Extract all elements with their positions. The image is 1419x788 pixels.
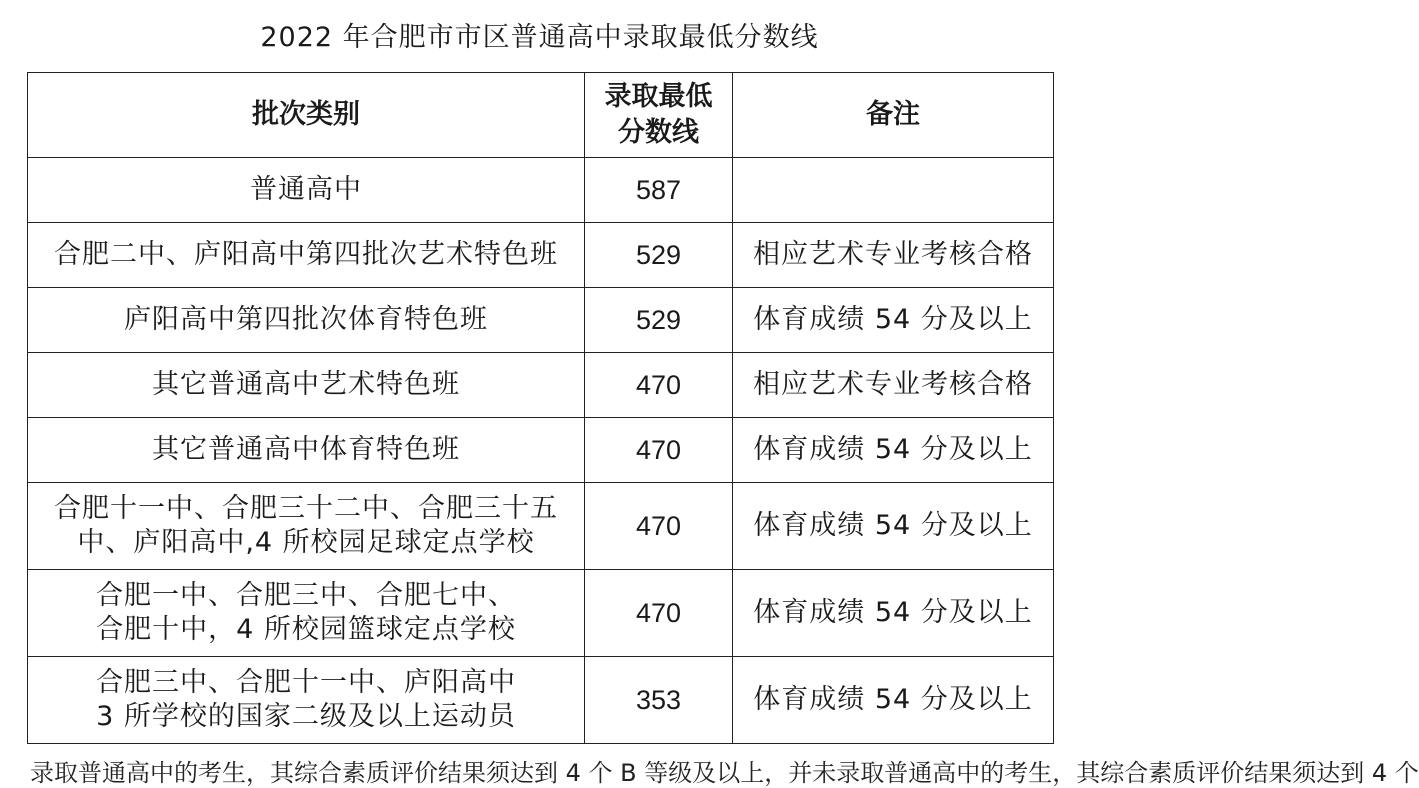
footnote-text: 录取普通高中的考生，其综合素质评价结果须达到 4 个 B 等级及以上，并未录取普通高中的考生，其综合素质评价结果须达到 4 个	[30, 759, 1419, 787]
cell-note: 相应艺术专业考核合格	[733, 353, 1054, 418]
cell-score: 470	[585, 570, 733, 657]
cell-score: 470	[585, 483, 733, 570]
cell-category: 庐阳高中第四批次体育特色班	[28, 288, 585, 353]
cell-category: 合肥三中、合肥十一中、庐阳高中 3 所学校的国家二级及以上运动员	[28, 657, 585, 744]
cell-note: 体育成绩 54 分及以上	[733, 418, 1054, 483]
cell-score: 529	[585, 288, 733, 353]
cell-note: 体育成绩 54 分及以上	[733, 657, 1054, 744]
table-row	[28, 158, 1054, 223]
page-title: 2022 年合肥市市区普通高中录取最低分数线	[260, 22, 819, 53]
table-row	[28, 483, 1054, 570]
cell-note: 体育成绩 54 分及以上	[733, 288, 1054, 353]
cell-note	[733, 158, 1054, 223]
table-row	[28, 353, 1054, 418]
cell-category: 普通高中	[28, 158, 585, 223]
cell-category: 合肥十一中、合肥三十二中、合肥三十五 中、庐阳高中,4 所校园足球定点学校	[28, 483, 585, 570]
cell-category: 其它普通高中艺术特色班	[28, 353, 585, 418]
cell-category: 合肥一中、合肥三中、合肥七中、 合肥十中，4 所校园篮球定点学校	[28, 570, 585, 657]
cell-score: 470	[585, 418, 733, 483]
table-row	[28, 657, 1054, 744]
table-row	[28, 570, 1054, 657]
cell-note: 体育成绩 54 分及以上	[733, 570, 1054, 657]
cell-note: 相应艺术专业考核合格	[733, 223, 1054, 288]
header-note: 备注	[733, 73, 1054, 158]
cell-score: 587	[585, 158, 733, 223]
table-row	[28, 418, 1054, 483]
table-header-row	[28, 73, 1054, 158]
header-score: 录取最低 分数线	[585, 73, 733, 158]
cell-score: 529	[585, 223, 733, 288]
cell-category: 其它普通高中体育特色班	[28, 418, 585, 483]
header-category: 批次类别	[28, 73, 585, 158]
table-row	[28, 223, 1054, 288]
cell-score: 353	[585, 657, 733, 744]
admission-score-table	[27, 72, 1054, 744]
table-row	[28, 288, 1054, 353]
cell-category: 合肥二中、庐阳高中第四批次艺术特色班	[28, 223, 585, 288]
cell-score: 470	[585, 353, 733, 418]
cell-note: 体育成绩 54 分及以上	[733, 483, 1054, 570]
